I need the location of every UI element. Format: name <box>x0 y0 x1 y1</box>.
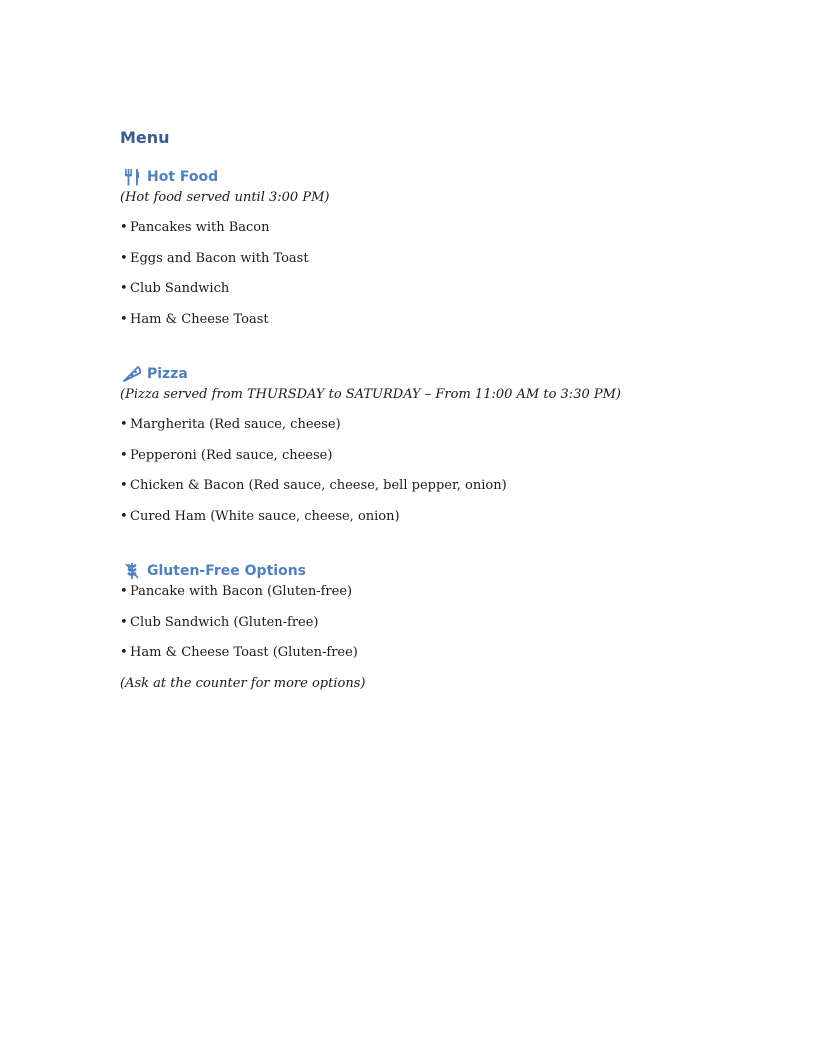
list-item: • Margherita (Red sauce, cheese) <box>120 417 341 432</box>
section-title-hot-food: Hot Food <box>147 169 219 185</box>
list-item: • Club Sandwich (Gluten-free) <box>120 614 319 630</box>
wheat-free-icon <box>122 561 142 581</box>
section-hot-food <box>120 166 720 340</box>
fork-knife-icon <box>122 167 142 187</box>
section-title-gluten-free: Gluten-Free Options <box>147 563 306 579</box>
section-pizza <box>120 363 720 537</box>
hot-food-list <box>120 218 720 340</box>
list-item: • Chicken & Bacon (Red sauce, cheese, bell pepper, onion) <box>120 478 507 493</box>
list-item: • Club Sandwich <box>120 281 230 296</box>
list-item: • Pancakes with Bacon <box>120 220 270 235</box>
section-title-pizza: Pizza <box>147 366 188 382</box>
section-heading-pizza <box>120 363 720 385</box>
section-gluten-free <box>120 560 720 694</box>
section-heading-gluten-free <box>120 560 720 582</box>
section-heading-hot-food <box>120 166 720 188</box>
list-item: • Pancake with Bacon (Gluten-free) <box>120 584 353 599</box>
pizza-slice-icon <box>122 364 142 384</box>
hot-food-note: (Hot food served until 3:00 PM) <box>120 190 330 205</box>
list-item: • Eggs and Bacon with Toast <box>120 250 309 266</box>
gluten-free-list <box>120 582 720 674</box>
list-item: • Cured Ham (White sauce, cheese, onion) <box>120 508 400 524</box>
pizza-note: (Pizza served from THURSDAY to SATURDAY – From 11:00 AM to 3:30 PM) <box>120 387 621 402</box>
gluten-free-footnote: (Ask at the counter for more options) <box>120 675 366 691</box>
list-item: • Ham & Cheese Toast (Gluten-free) <box>120 645 358 660</box>
page-title: Menu <box>120 128 170 147</box>
list-item: • Ham & Cheese Toast <box>120 311 269 327</box>
pizza-list <box>120 415 720 537</box>
list-item: • Pepperoni (Red sauce, cheese) <box>120 447 333 463</box>
